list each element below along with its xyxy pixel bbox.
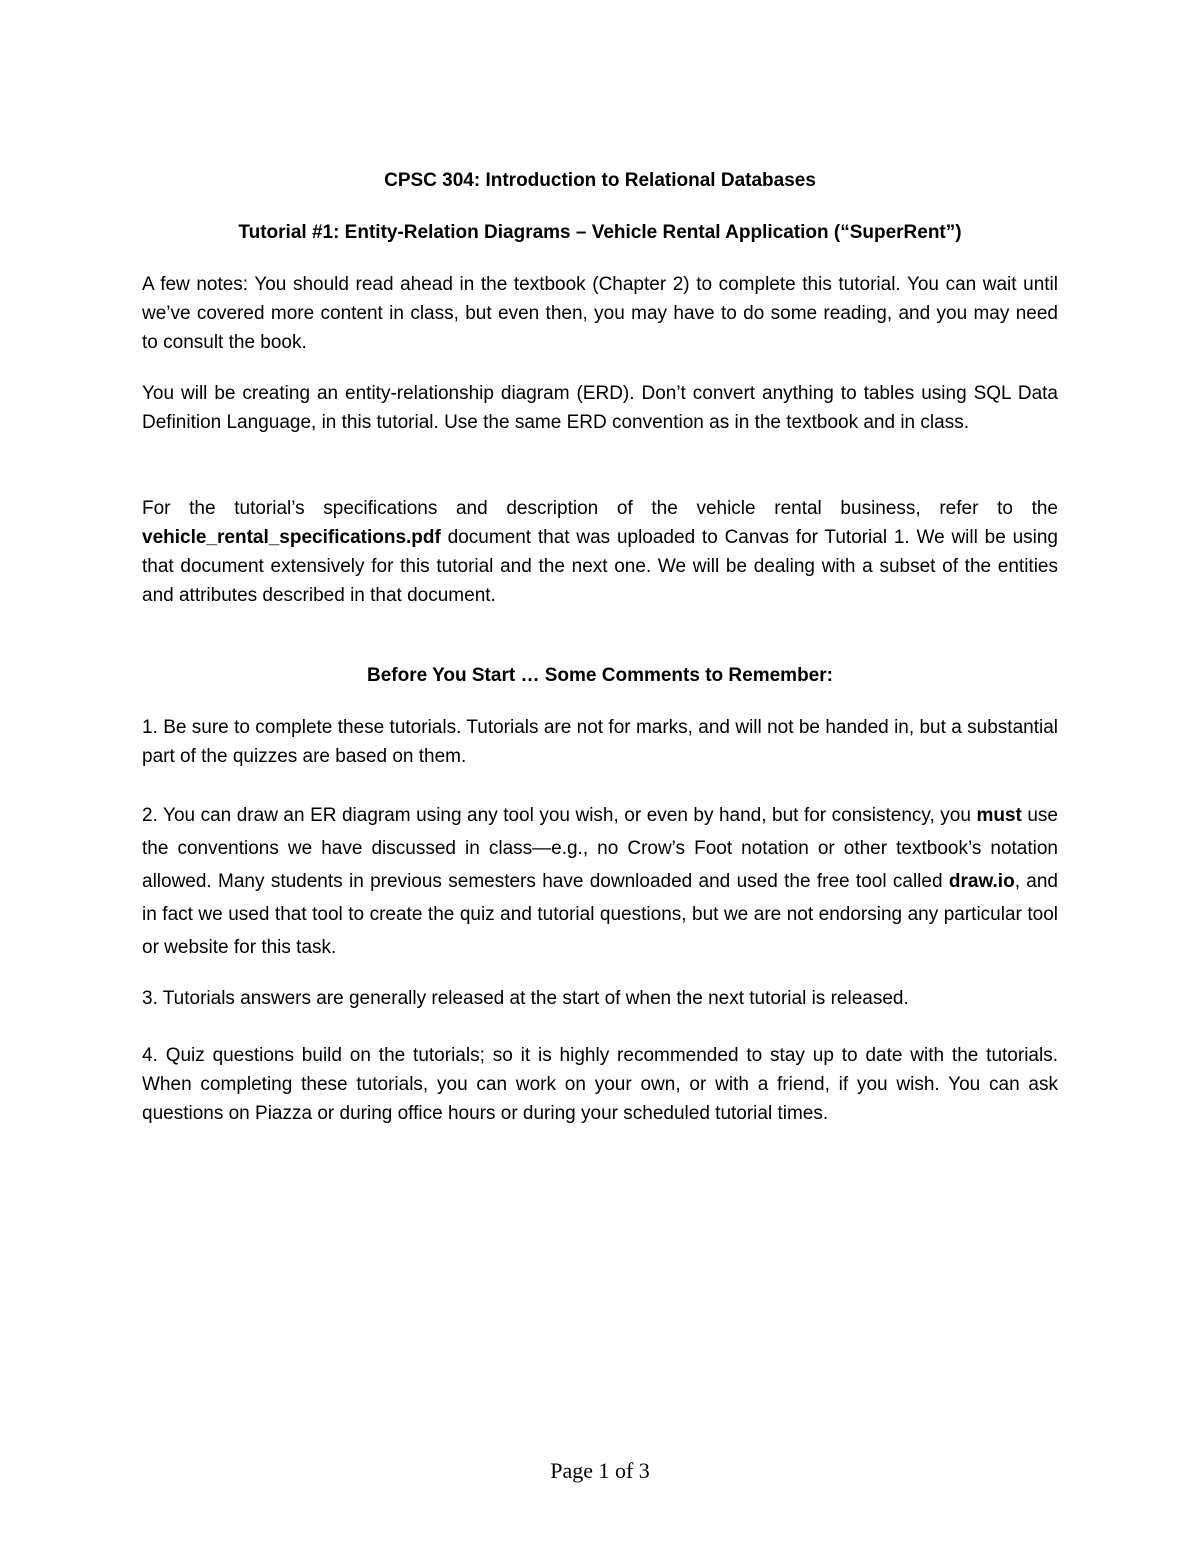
page-footer: Page 1 of 3 xyxy=(550,1458,650,1483)
notes-paragraph: A few notes: You should read ahead in the textbook (Chapter 2) to complete this tutorial. You can wait until we’ve covered more content in class, but even then, you may have to do some reading, and you may need to consult the book. xyxy=(142,274,1058,353)
section-heading: Before You Start … Some Comments to Remember: xyxy=(367,665,833,686)
document-page xyxy=(142,0,1058,1553)
item-4: 4. Quiz questions build on the tutorials; so it is highly recommended to stay up to date with the tutorials. When completing these tutorials, you can work on your own, or with a friend, if you wish. You can ask questions on Piazza or during office hours or during your scheduled tutorial times. xyxy=(142,1045,1058,1124)
item-2 xyxy=(142,799,1058,964)
item-2-part3: , and in fact we used that tool to create the quiz and tutorial questions, but we are not endorsing any particular tool or website for this task. xyxy=(142,871,1058,958)
erd-paragraph: You will be creating an entity-relationship diagram (ERD). Don’t convert anything to tables using SQL Data Definition Language, in this tutorial. Use the same ERD convention as in the textbook and in class. xyxy=(142,383,1058,433)
spec-filename: vehicle_rental_specifications.pdf xyxy=(142,527,441,548)
spec-paragraph xyxy=(142,494,1058,610)
item-2-tool: draw.io xyxy=(948,871,1015,892)
item-3: 3. Tutorials answers are generally released at the start of when the next tutorial is released. xyxy=(142,988,909,1009)
item-2-part2: use the conventions we have discussed in class—e.g., no Crow’s Foot notation or other textbook’s notation allowed. Many students in previous semesters have downloaded and used the free tool called xyxy=(142,805,1058,892)
item-2-must: must xyxy=(976,805,1022,826)
spec-text-before: For the tutorial’s specifications and description of the vehicle rental business, refer to the xyxy=(142,498,1058,519)
item-2-part1: 2. You can draw an ER diagram using any tool you wish, or even by hand, but for consistency, you xyxy=(142,805,977,826)
spec-text-after: document that was uploaded to Canvas for Tutorial 1. We will be using that document extensively for this tutorial and the next one. We will be dealing with a subset of the entities and attributes described in that document. xyxy=(142,527,1058,606)
tutorial-title: Tutorial #1: Entity-Relation Diagrams – Vehicle Rental Application (“SuperRent”) xyxy=(238,222,962,243)
item-1: 1. Be sure to complete these tutorials. Tutorials are not for marks, and will not be handed in, but a substantial part of the quizzes are based on them. xyxy=(142,717,1058,767)
course-title: CPSC 304: Introduction to Relational Databases xyxy=(384,170,816,191)
